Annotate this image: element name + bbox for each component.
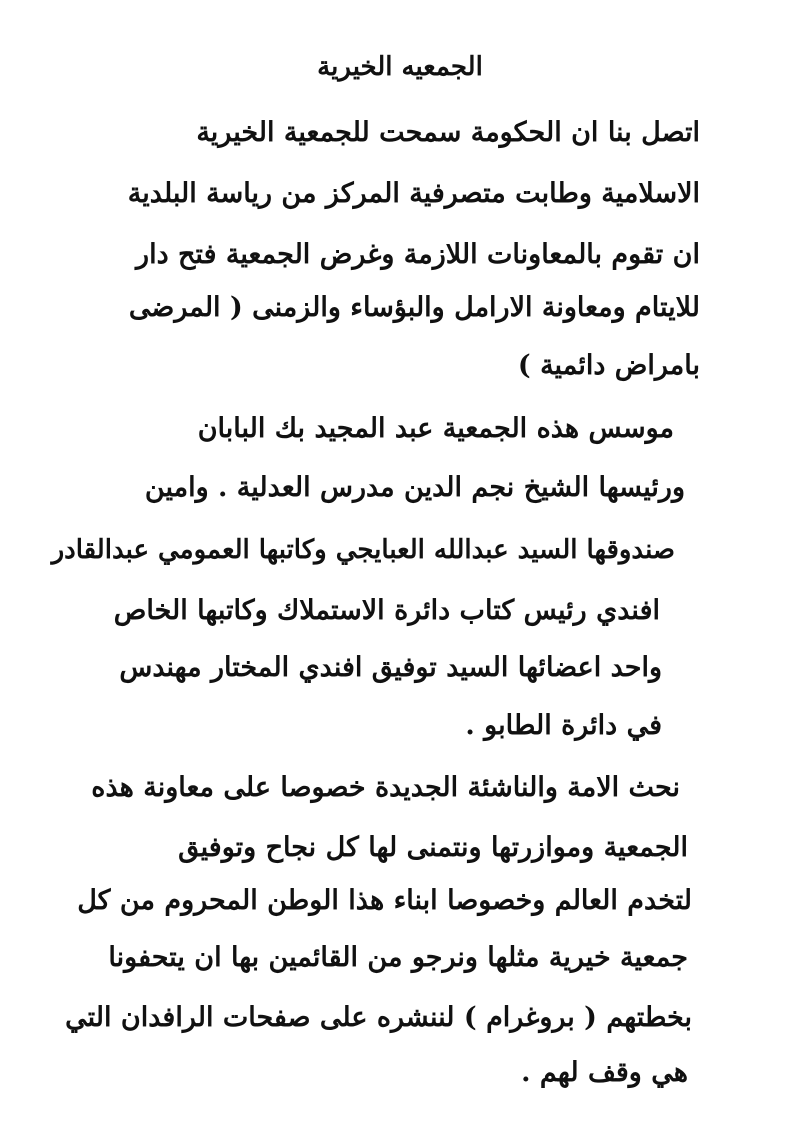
paragraph-3-line-2: الجمعية وموازرتها ونتمنى لها كل نجاح وتوفيق bbox=[178, 832, 688, 863]
paragraph-2-line-1: موسس هذه الجمعية عبد المجيد بك البابان bbox=[197, 413, 674, 444]
paragraph-1-line-4: للايتام ومعاونة الارامل والبؤساء والزمنى ( المرضى bbox=[128, 292, 700, 323]
article-title: الجمعيه الخيرية bbox=[317, 52, 483, 82]
paragraph-2-line-6: في دائرة الطابو . bbox=[465, 710, 662, 741]
paragraph-3-line-6: هي وقف لهم . bbox=[521, 1057, 688, 1088]
paragraph-3-line-4: جمعية خيرية مثلها ونرجو من القائمين بها ان يتحفونا bbox=[108, 942, 688, 973]
paragraph-2-line-5: واحد اعضائها السيد توفيق افندي المختار مهندس bbox=[119, 652, 662, 683]
paragraph-1-line-2: الاسلامية وطابت متصرفية المركز من رياسة البلدية bbox=[127, 178, 700, 209]
paragraph-1-line-1: اتصل بنا ان الحكومة سمحت للجمعية الخيرية bbox=[196, 117, 700, 148]
paragraph-2-line-3: صندوقها السيد عبدالله العبايجي وكاتبها العمومي عبدالقادر bbox=[51, 535, 675, 565]
paragraph-3-line-1: نحث الامة والناشئة الجديدة خصوصا على معاونة هذه bbox=[91, 772, 680, 803]
paragraph-1-line-3: ان تقوم بالمعاونات اللازمة وغرض الجمعية فتح دار bbox=[136, 239, 700, 270]
paragraph-3-line-5: بخطتهم ( بروغرام ) لننشره على صفحات الرافدان التي bbox=[65, 1002, 692, 1033]
paragraph-2-line-2: ورئيسها الشيخ نجم الدين مدرس العدلية . وامين bbox=[144, 472, 685, 503]
paragraph-2-line-4: افندي رئيس كتاب دائرة الاستملاك وكاتبها الخاص bbox=[113, 595, 660, 626]
paragraph-1-line-5: بامراض دائمية ) bbox=[517, 350, 700, 381]
paragraph-3-line-3: لتخدم العالم وخصوصا ابناء هذا الوطن المحروم من كل bbox=[77, 885, 692, 916]
